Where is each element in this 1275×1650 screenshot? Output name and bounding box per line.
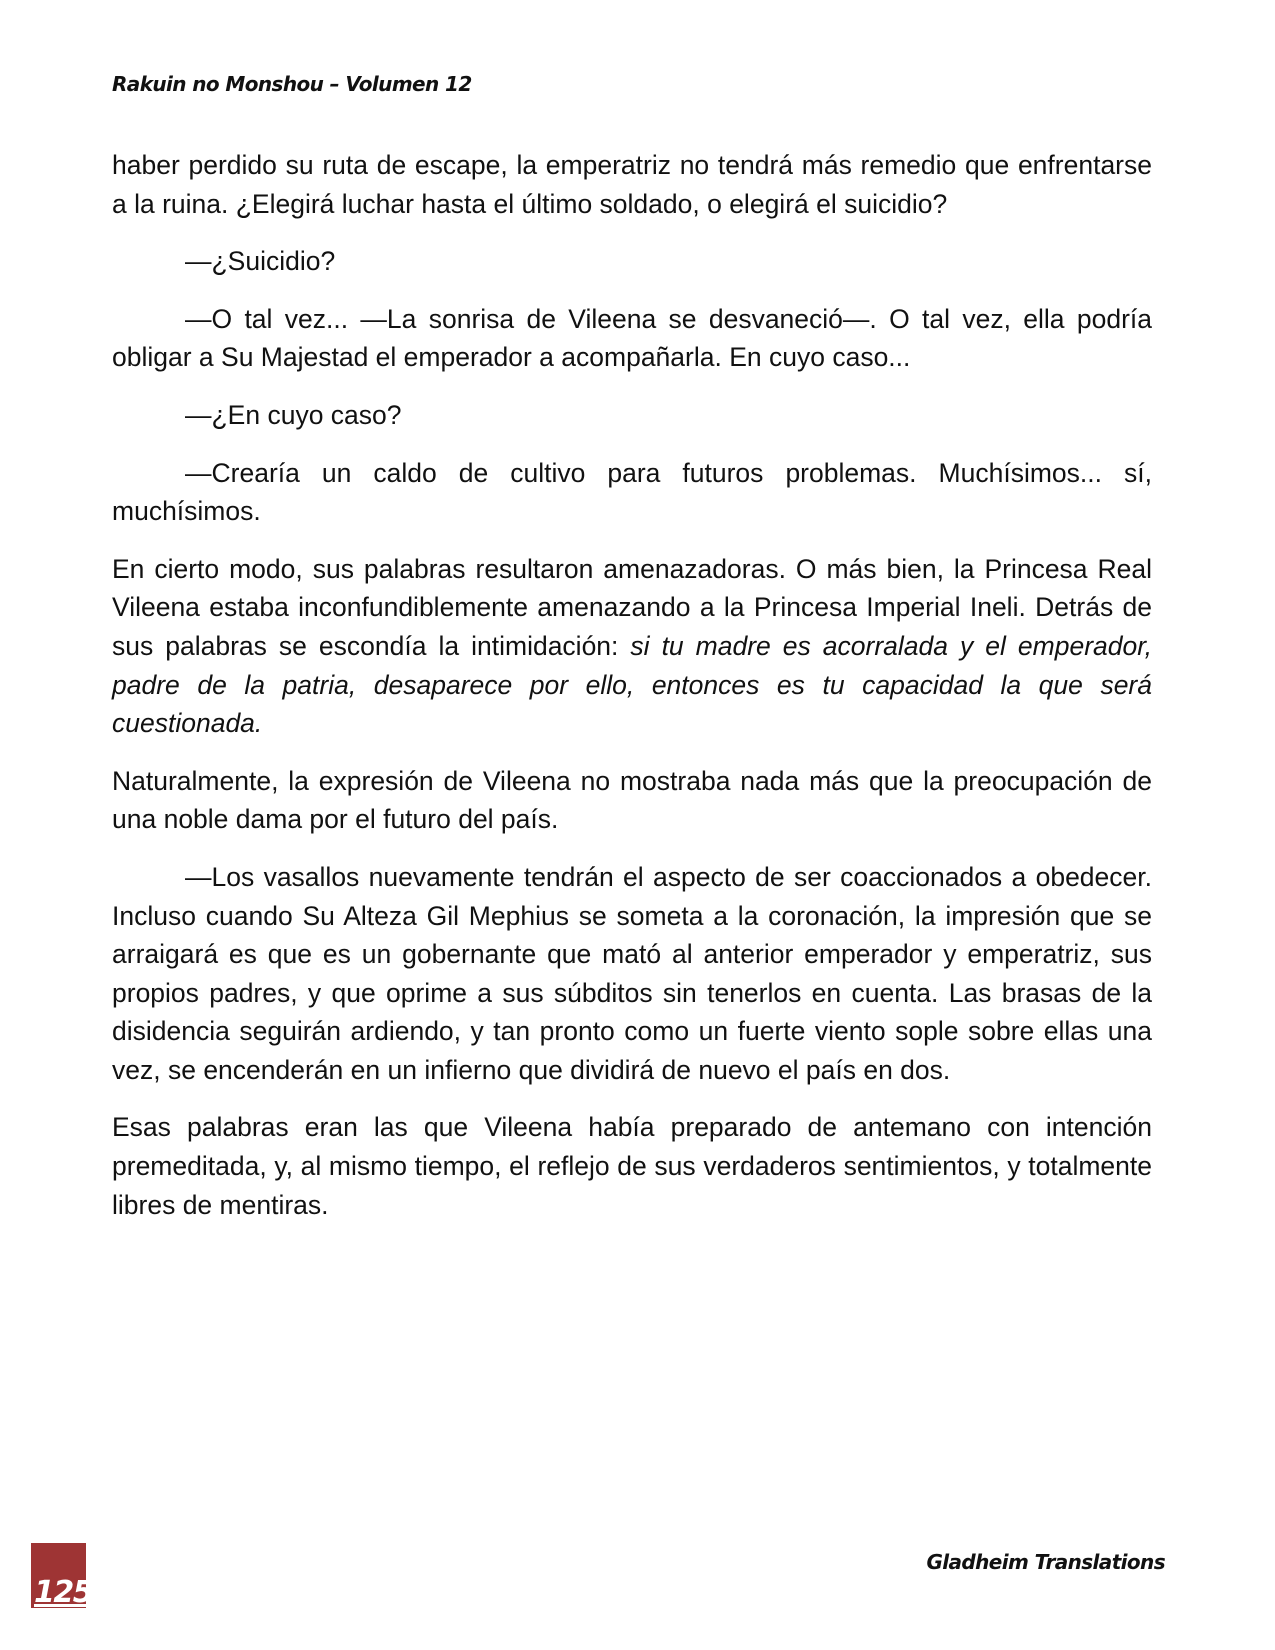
- dialogue-line: —Crearía un caldo de cultivo para futuros problemas. Muchísimos... sí, muchísimos.: [112, 457, 1152, 527]
- dialogue-line: —¿Suicidio?: [185, 246, 336, 277]
- dialogue-line: —O tal vez... —La sonrisa de Vileena se desvaneció—. O tal vez, ella podría obligar a Su Majestad el emperador a acompañarla. En cuyo caso...: [112, 303, 1152, 373]
- narration-paragraph: [112, 550, 1152, 743]
- running-header: Rakuin no Monshou – Volumen 12: [112, 72, 472, 96]
- dialogue-line: —Los vasallos nuevamente tendrán el aspecto de ser coaccionados a obedecer. Incluso cuando Su Alteza Gil Mephius se someta a la coronación, la impresión que se arraigará es que es un gobernante que mató al anterior emperador y emperatriz, sus propios padres, y que oprime a sus súbditos sin tenerlos en cuenta. Las brasas de la disidencia seguirán ardiendo, y tan pronto como un fuerte viento sople sobre ellas una vez, se encenderán en un infierno que dividirá de nuevo el país en dos.: [112, 861, 1152, 1085]
- narration-paragraph: Esas palabras eran las que Vileena había preparado de antemano con intención premeditada, y, al mismo tiempo, el reflejo de sus verdaderos sentimientos, y totalmente libres de mentiras.: [112, 1112, 1152, 1220]
- dialogue-line: —¿En cuyo caso?: [185, 399, 402, 430]
- narration-paragraph: Naturalmente, la expresión de Vileena no mostraba nada más que la preocupación de una noble dama por el futuro del país.: [112, 765, 1152, 835]
- page-body: [112, 146, 1152, 1243]
- narration-text: En cierto modo, sus palabras resultaron amenazadoras. O más bien, la Princesa Real Vileena estaba inconfundiblemente amenazando a la Princesa Imperial Ineli. Detrás de sus palabras se escondía la intimidación:: [112, 553, 1152, 661]
- italic-thought: si tu madre es acorralada y el emperador, padre de la patria, desaparece por ello, entonces es tu capacidad la que será cuestionada.: [112, 630, 1152, 739]
- footer-credit: Gladheim Translations: [926, 1550, 1165, 1574]
- paragraph-continued: haber perdido su ruta de escape, la emperatriz no tendrá más remedio que enfrentarse a la ruina. ¿Elegirá luchar hasta el último soldado, o elegirá el suicidio?: [112, 150, 1152, 219]
- page-number-badge: [31, 1543, 93, 1610]
- page-number: 125: [34, 1575, 93, 1610]
